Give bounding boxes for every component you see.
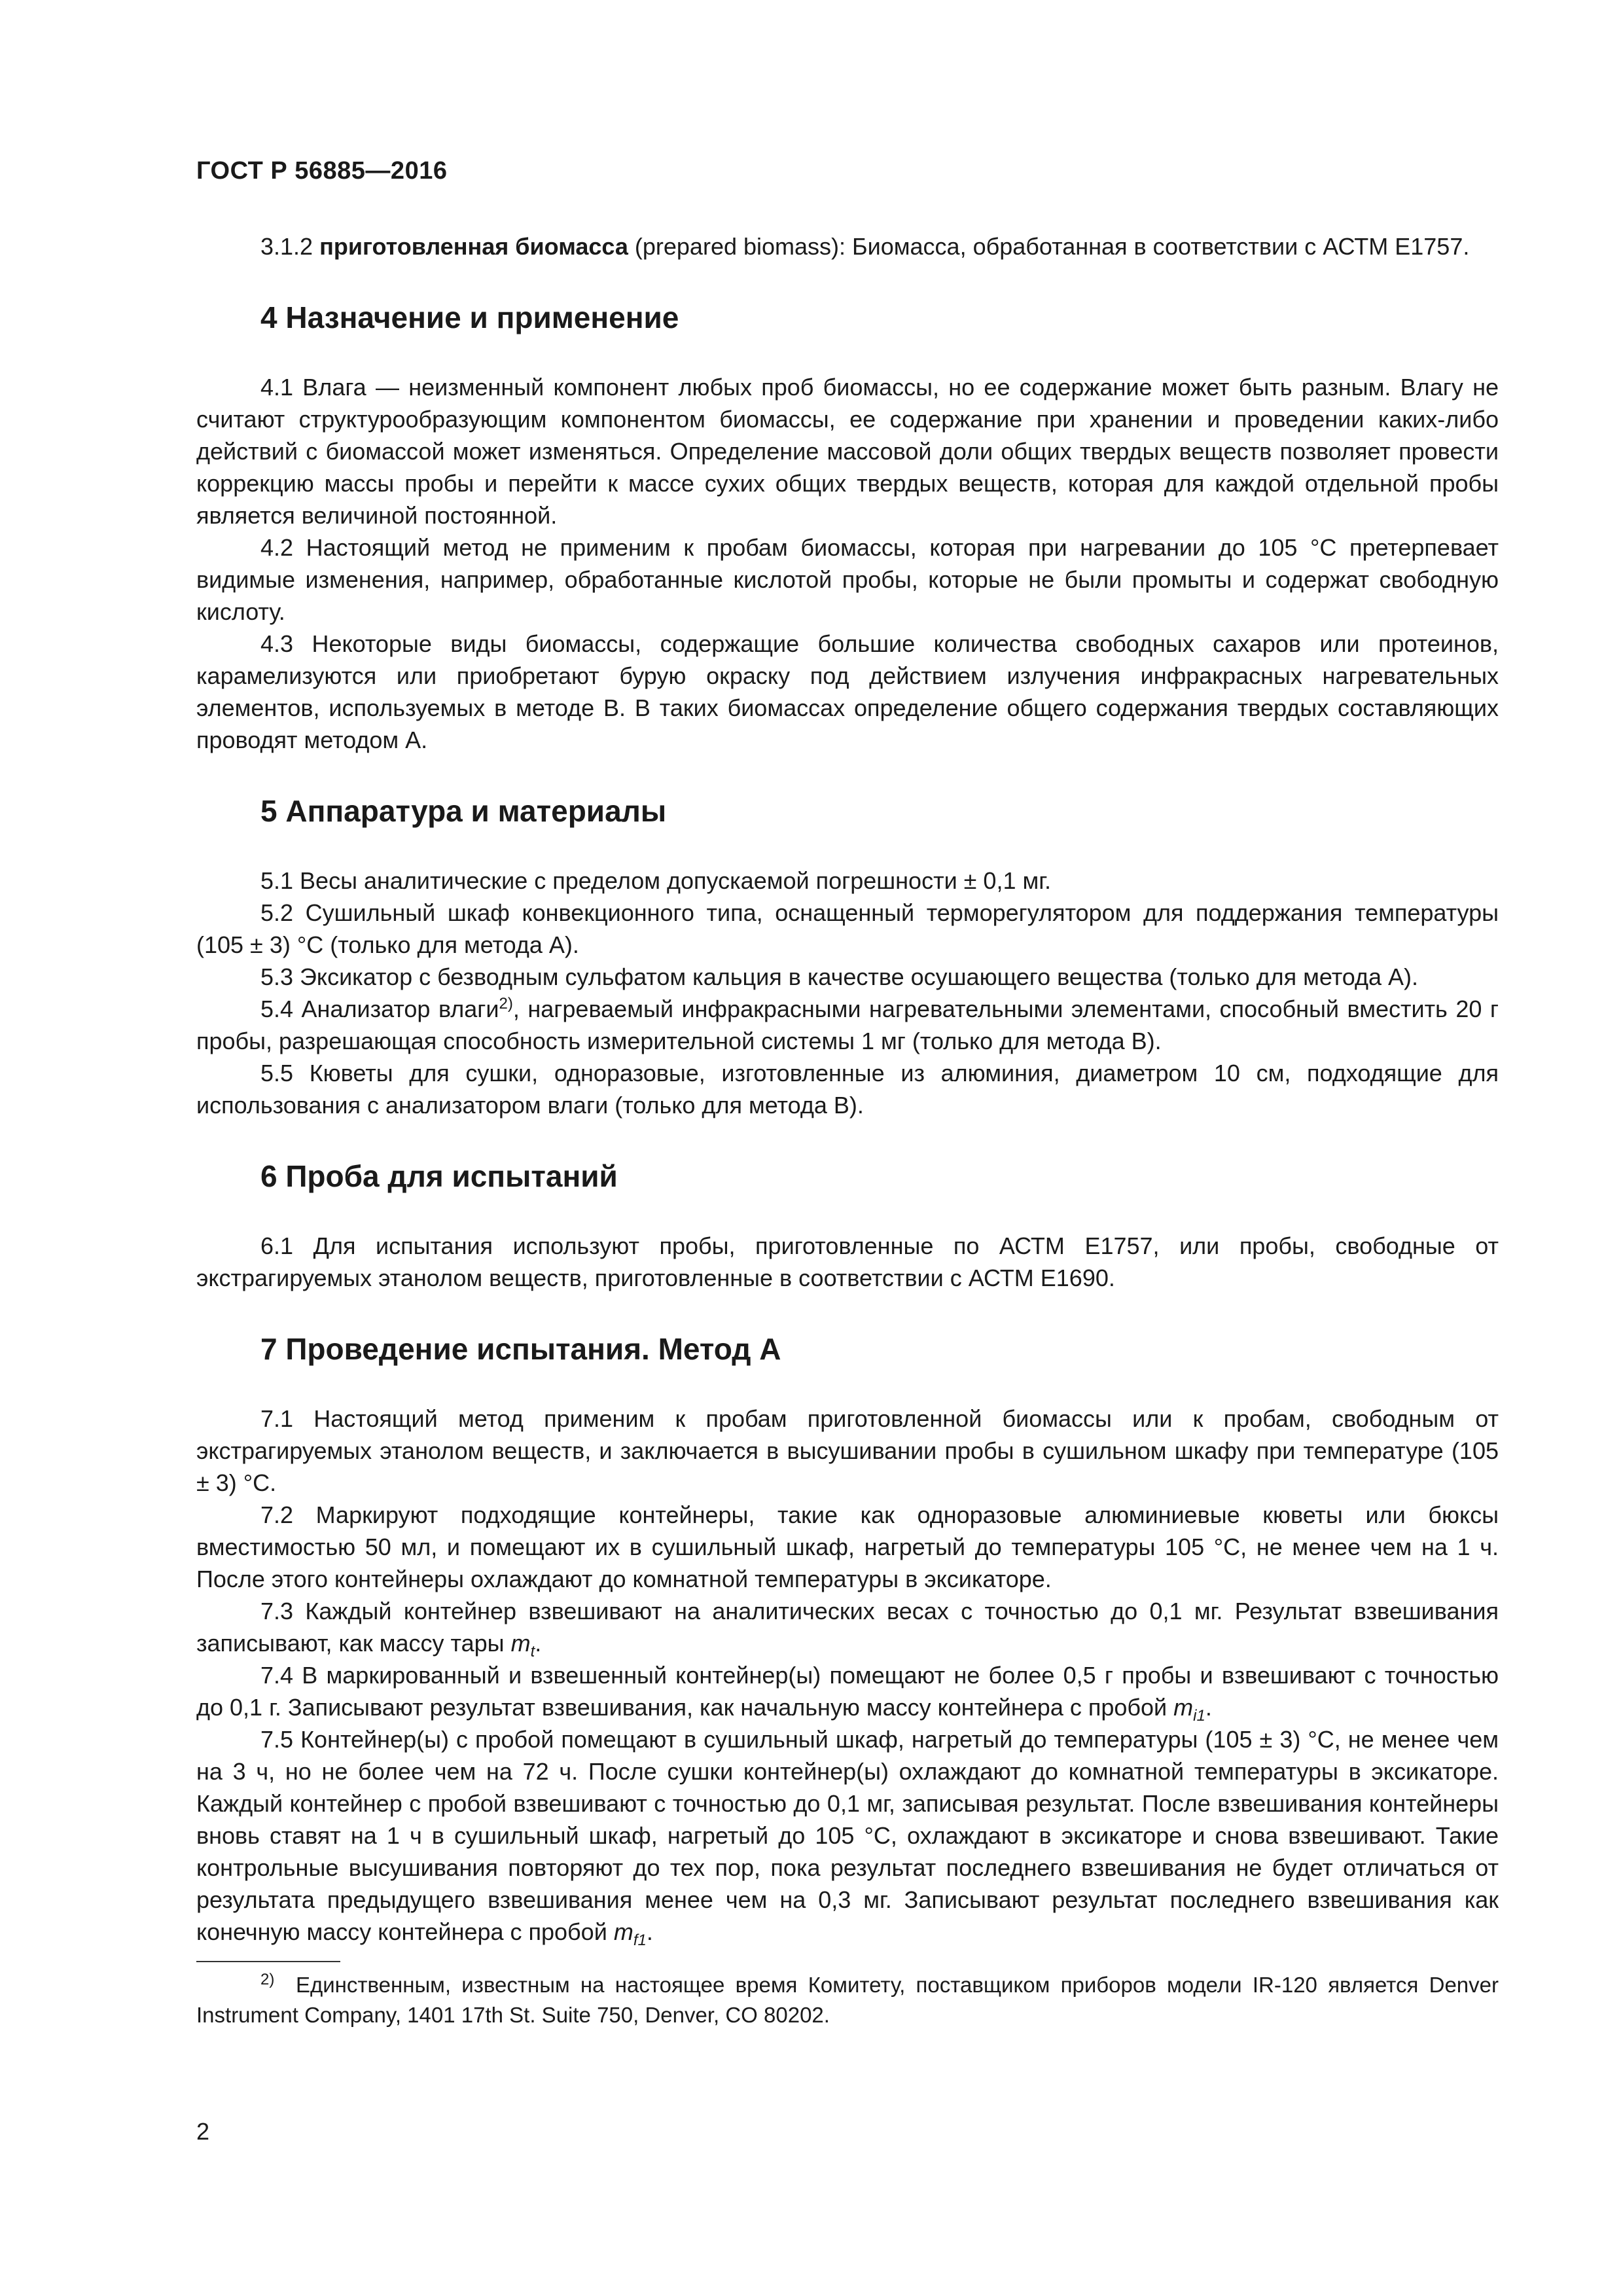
footnote-reference: 2): [499, 995, 513, 1013]
section-6-heading: 6 Проба для испытаний: [260, 1159, 618, 1193]
paragraph-4-1: 4.1 Влага — неизменный компонент любых проб биомассы, но ее содержание может быть разным. Влагу не считают структурообразующим компонентом биомассы, ее содержание при хранении и проведении каких-либо действий с биомассой может изменяться. Определение массовой доли общих твердых веществ позволяет провести коррекцию массы пробы и перейти к массе сухих общих твердых веществ, которая для каждой отдельной пробы является величиной постоянной.: [196, 374, 1499, 529]
variable-m: m: [1173, 1694, 1194, 1721]
document-page: [196, 0, 1499, 2296]
paragraph-5-5: 5.5 Кюветы для сушки, одноразовые, изготовленные из алюминия, диаметром 10 см, подходящие для использования с анализатором влаги (только для метода В).: [196, 1060, 1499, 1119]
paragraph-7-3: [196, 1595, 1499, 1659]
paragraph-7-2: 7.2 Маркируют подходящие контейнеры, такие как одноразовые алюминиевые кюветы или бюксы вместимостью 50 мл, и помещают их в сушильный шкаф, нагретый до температуры 105 °С, не менее чем на 1 ч. После этого контейнеры охлаждают до комнатной температуры в эксикаторе.: [196, 1501, 1499, 1592]
variable-subscript: i1: [1193, 1707, 1205, 1725]
paragraph-4-2: 4.2 Настоящий метод не применим к пробам биомассы, которая при нагревании до 105 °С претерпевает видимые изменения, например, обработанные кислотой пробы, которые не были промыты и содержат свободную кислоту.: [196, 534, 1499, 625]
paragraph-7-5-text: 7.5 Контейнер(ы) с пробой помещают в сушильный шкаф, нагретый до температуры (105 ± 3) °С, не менее чем на 3 ч, но не более чем на 72 ч. После сушки контейнер(ы) охлаждают до комнатной температуры в эксикаторе. Каждый контейнер с пробой взвешивают с точностью до 0,1 мг, записывая результат. После взвешивания контейнеры вновь ставят на 1 ч в сушильный шкаф, нагретый до 105 °С, охлаждают в эксикаторе и снова взвешивают. Такие контрольные высушивания повторяют до тех пор, пока результат последнего взвешивания не будет отличаться от результата предыдущего взвешивания менее чем на 0,3 мг. Записывают результат последнего взвешивания как конечную массу контейнера с пробой: [196, 1726, 1499, 1945]
section-7-heading: 7 Проведение испытания. Метод А: [260, 1332, 781, 1366]
paragraph-5-2: 5.2 Сушильный шкаф конвекционного типа, оснащенный терморегулятором для поддержания температуры (105 ± 3) °С (только для метода А).: [196, 899, 1499, 958]
paragraph-7-1: 7.1 Настоящий метод применим к пробам приготовленной биомассы или к пробам, свободным от экстрагируемых этанолом веществ, и заключается в высушивании пробы в сушильном шкафу при температуре (105 ± 3) °С.: [196, 1405, 1499, 1496]
variable-m: m: [613, 1918, 633, 1945]
footnote-text: Единственным, известным на настоящее время Комитету, поставщиком приборов модели IR-120 является Denver Instrument Company, 1401 17th St. Suite 750, Denver, CO 80202.: [196, 1973, 1499, 2027]
footnote-divider: [196, 1961, 340, 1962]
paragraph-7-4-text: 7.4 В маркированный и взвешенный контейнер(ы) помещают не более 0,5 г пробы и взвешивают с точностью до 0,1 г. Записывают результат взвешивания, как начальную массу контейнера с пробой: [196, 1662, 1499, 1721]
term-definition: (prepared biomass): Биомасса, обработанная в соответствии с АСТМ Е1757.: [634, 233, 1470, 260]
paragraph-7-3-text: 7.3 Каждый контейнер взвешивают на аналитических весах с точностью до 0,1 мг. Результат взвешивания записывают, как массу тары: [196, 1598, 1499, 1657]
footnote: [196, 1970, 1499, 2030]
document-code-header: ГОСТ Р 56885—2016: [196, 157, 448, 185]
paragraph-5-4-start: 5.4 Анализатор влаги: [260, 996, 499, 1022]
paragraph-5-4-end: , нагреваемый инфракрасными нагревательными элементами, способный вместить 20 г пробы, разрешающая способность измерительной системы 1 мг (только для метода В).: [196, 996, 1499, 1054]
paragraph-5-1: 5.1 Весы аналитические с пределом допускаемой погрешности ± 0,1 мг.: [260, 867, 1051, 894]
variable-subscript: f1: [633, 1931, 647, 1950]
period: .: [535, 1630, 542, 1657]
clause-number: 3.1.2: [260, 233, 313, 260]
term-prepared-biomass: приготовленная биомасса: [319, 233, 628, 260]
footnote-marker: 2): [260, 1971, 275, 1988]
period: .: [1205, 1694, 1212, 1721]
paragraph-3-1-2: [196, 230, 1499, 262]
paragraph-4-3: 4.3 Некоторые виды биомассы, содержащие большие количества свободных сахаров или протеинов, карамелизуются или приобретают бурую окраску под действием излучения инфракрасных нагревательных элементов, используемых в методе В. В таких биомассах определение общего содержания твердых составляющих проводят методом А.: [196, 630, 1499, 753]
paragraph-5-3: 5.3 Эксикатор с безводным сульфатом кальция в качестве осушающего вещества (только для метода А).: [260, 963, 1419, 990]
variable-m: m: [510, 1630, 531, 1657]
paragraph-7-5: [196, 1723, 1499, 1948]
paragraph-7-4: [196, 1659, 1499, 1723]
section-5-heading: 5 Аппаратура и материалы: [260, 794, 667, 828]
period: .: [646, 1918, 653, 1945]
section-4-heading: 4 Назначение и применение: [260, 300, 679, 334]
page-number: 2: [196, 2118, 210, 2145]
document-body: [196, 230, 1499, 2030]
variable-subscript: t: [530, 1643, 535, 1661]
paragraph-6-1: 6.1 Для испытания используют пробы, приготовленные по АСТМ Е1757, или пробы, свободные от экстрагируемых этанолом веществ, приготовленные в соответствии с АСТМ Е1690.: [196, 1232, 1499, 1291]
paragraph-5-4: [196, 993, 1499, 1057]
